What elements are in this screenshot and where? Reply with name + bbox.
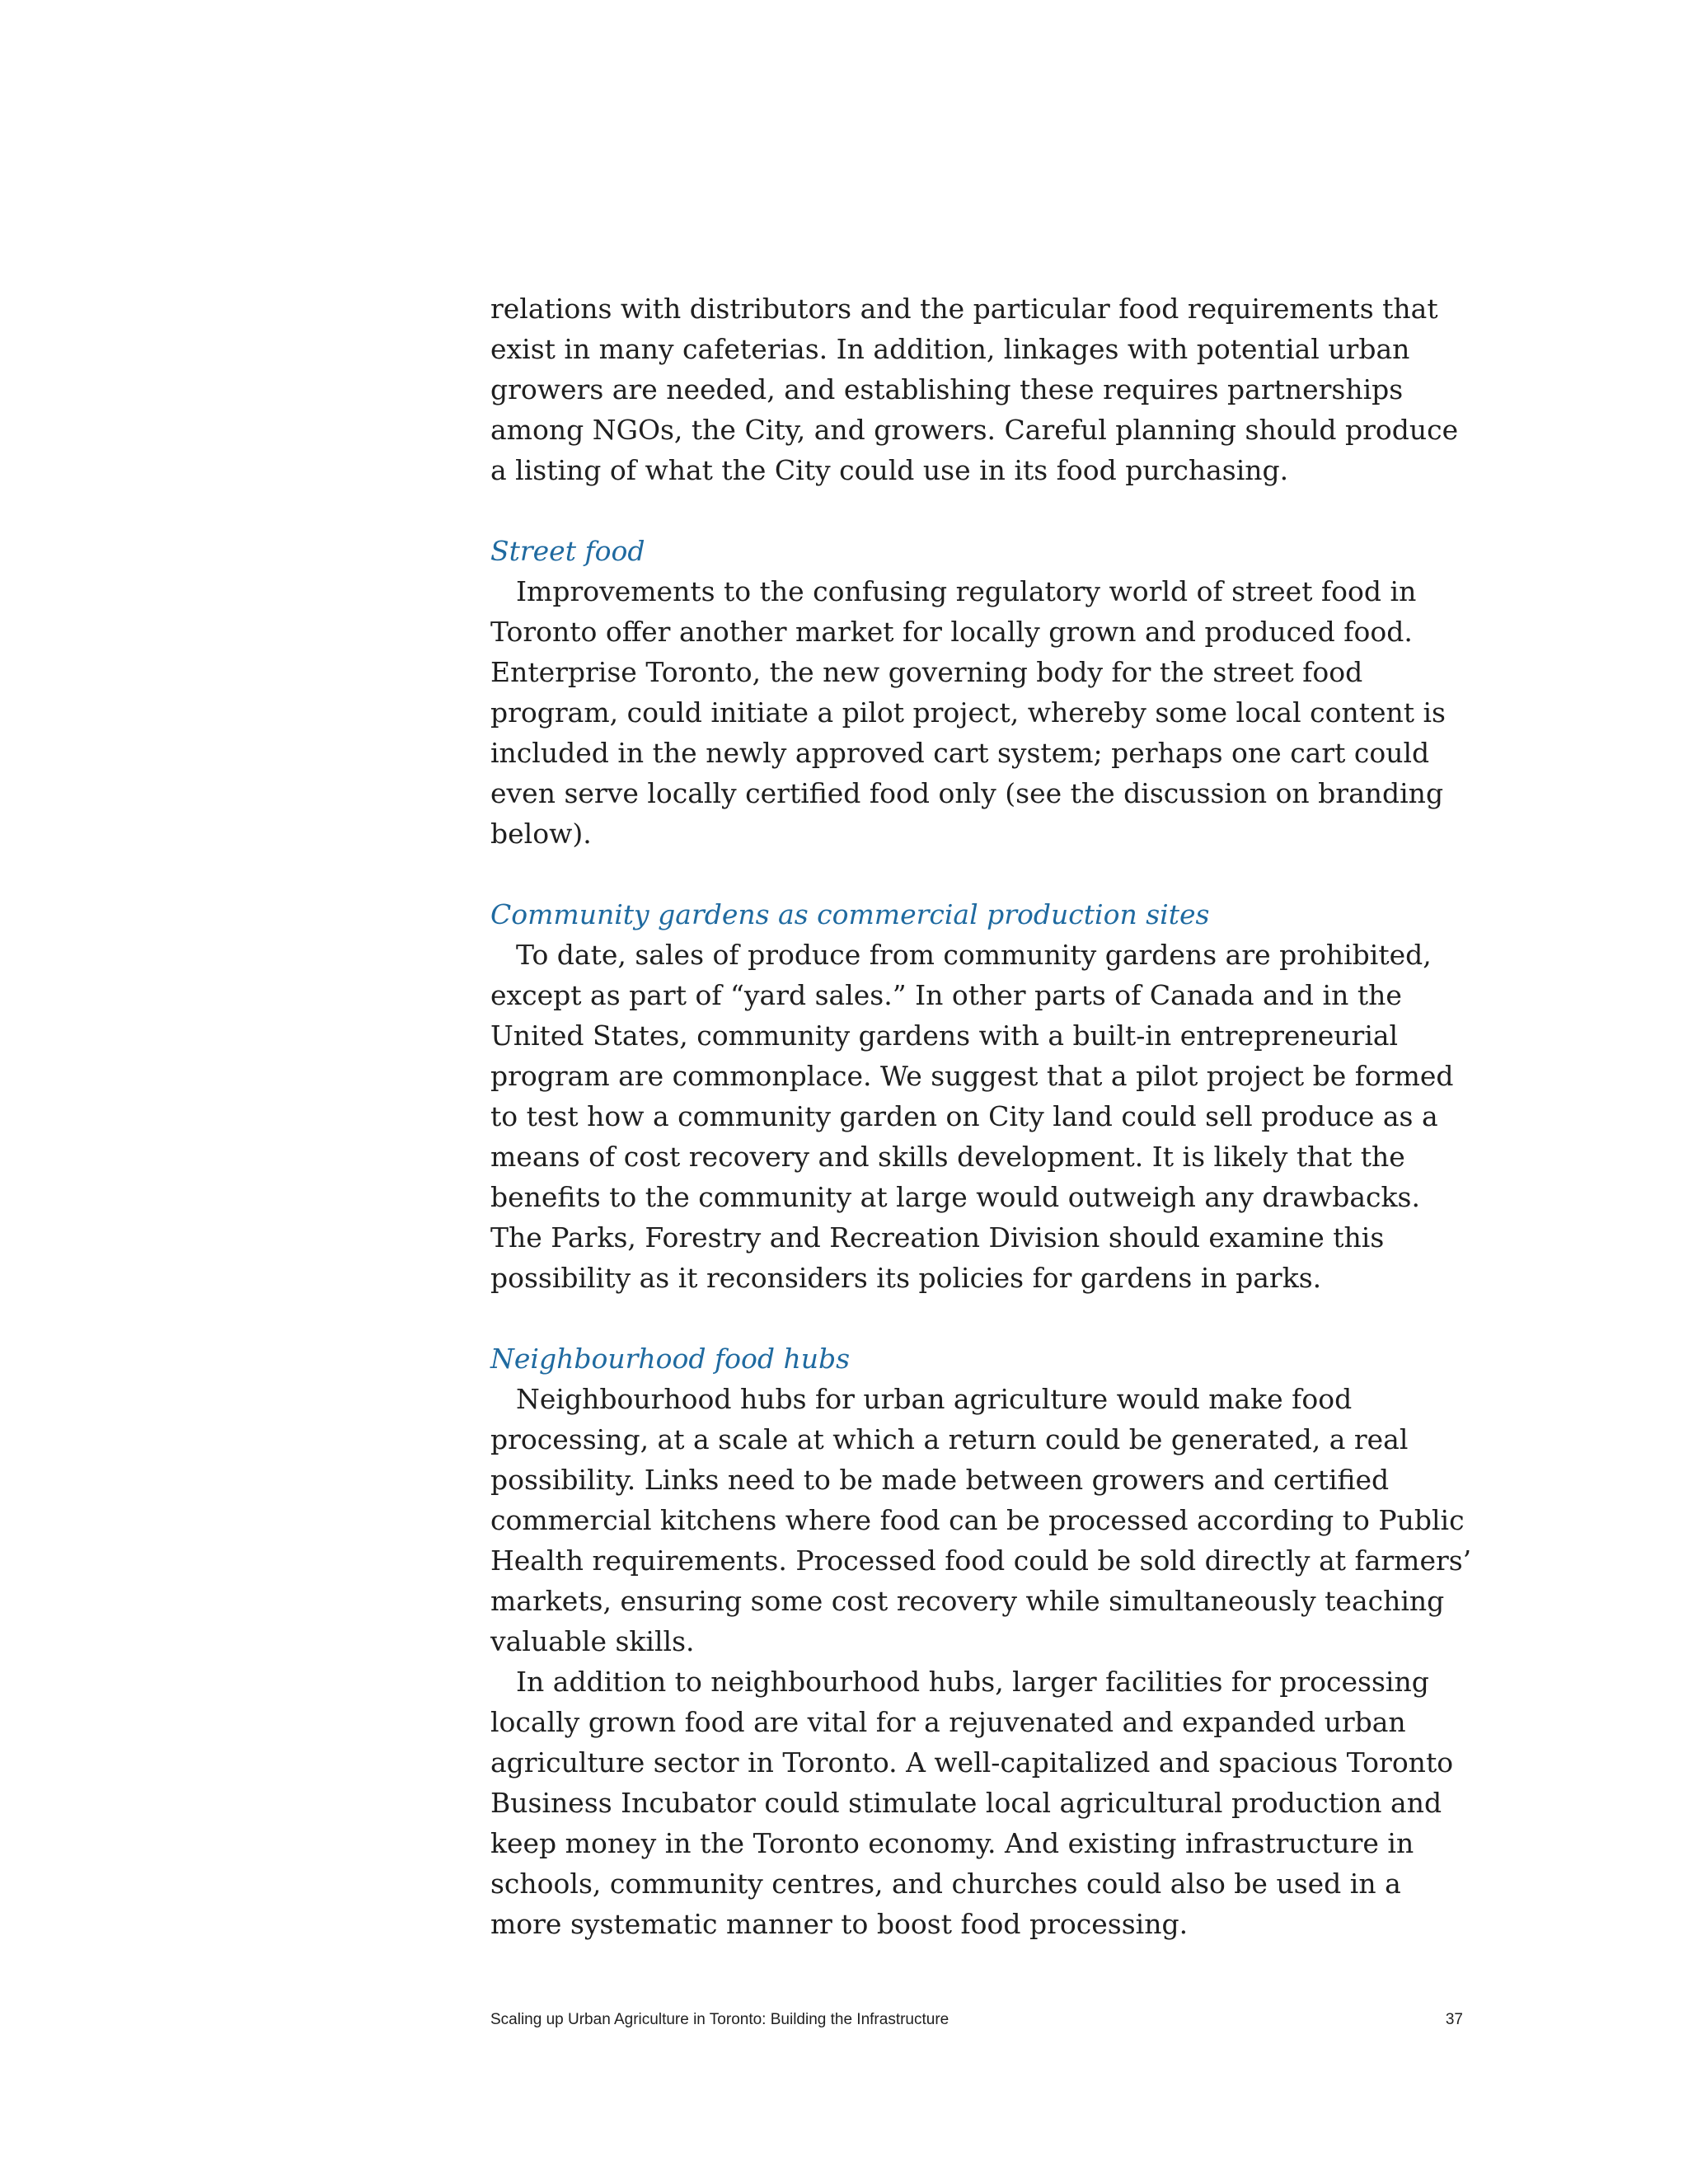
footer-page-number: 37	[1445, 2011, 1463, 2028]
intro-paragraph: relations with distributors and the particular food requirements that exist in many cafeterias. In addition, linkages with potential urban growers are needed, and establishing these requires partnerships among NGOs, the City, and growers. Careful planning should produce a listing of what the City could use in its food purchasing.	[490, 293, 1459, 486]
food-hubs-paragraph-1: Neighbourhood hubs for urban agriculture would make food processing, at a scale at which a return could be generated, a real possibility. Links need to be made between growers and certified commercial kitchens where food can be processed according to Public Health requirements. Processed food could be sold directly at farmers’ markets, ensuring some cost recovery while simultaneously teaching valuable skills.	[490, 1383, 1472, 1657]
street-food-paragraph: Improvements to the confusing regulatory world of street food in Toronto offer another market for locally grown and produced food. Enterprise Toronto, the new governing body for the street food program, could initiate a pilot project, whereby some local content is included in the newly approved cart system; perhaps one cart could even serve locally certified food only (see the discussion on branding below).	[490, 575, 1446, 850]
section-heading-community-gardens: Community gardens as commercial production sites	[490, 898, 1210, 930]
footer-document-title: Scaling up Urban Agriculture in Toronto: Building the Infrastructure	[490, 2011, 950, 2028]
section-heading-food-hubs: Neighbourhood food hubs	[490, 1343, 851, 1375]
community-gardens-paragraph: To date, sales of produce from community gardens are prohibited, except as part of “yard sales.” In other parts of Canada and in the United States, community gardens with a built-in entrepreneurial program are commonplace. We suggest that a pilot project be formed to test how a community garden on City land could sell produce as a means of cost recovery and skills development. It is likely that the benefits to the community at large would outweigh any drawbacks. The Parks, Forestry and Recreation Division should examine this possibility as it reconsiders its policies for gardens in parks.	[490, 939, 1454, 1294]
body-text-column	[490, 288, 1479, 1944]
section-heading-street-food: Street food	[490, 535, 645, 567]
food-hubs-paragraph-2: In addition to neighbourhood hubs, larger facilities for processing locally grown food are vital for a rejuvenated and expanded urban agriculture sector in Toronto. A well-capitalized and spacious Toronto Business Incubator could stimulate local agricultural production and keep money in the Toronto economy. And existing infrastructure in schools, community centres, and churches could also be used in a more systematic manner to boost food processing.	[490, 1666, 1454, 1940]
